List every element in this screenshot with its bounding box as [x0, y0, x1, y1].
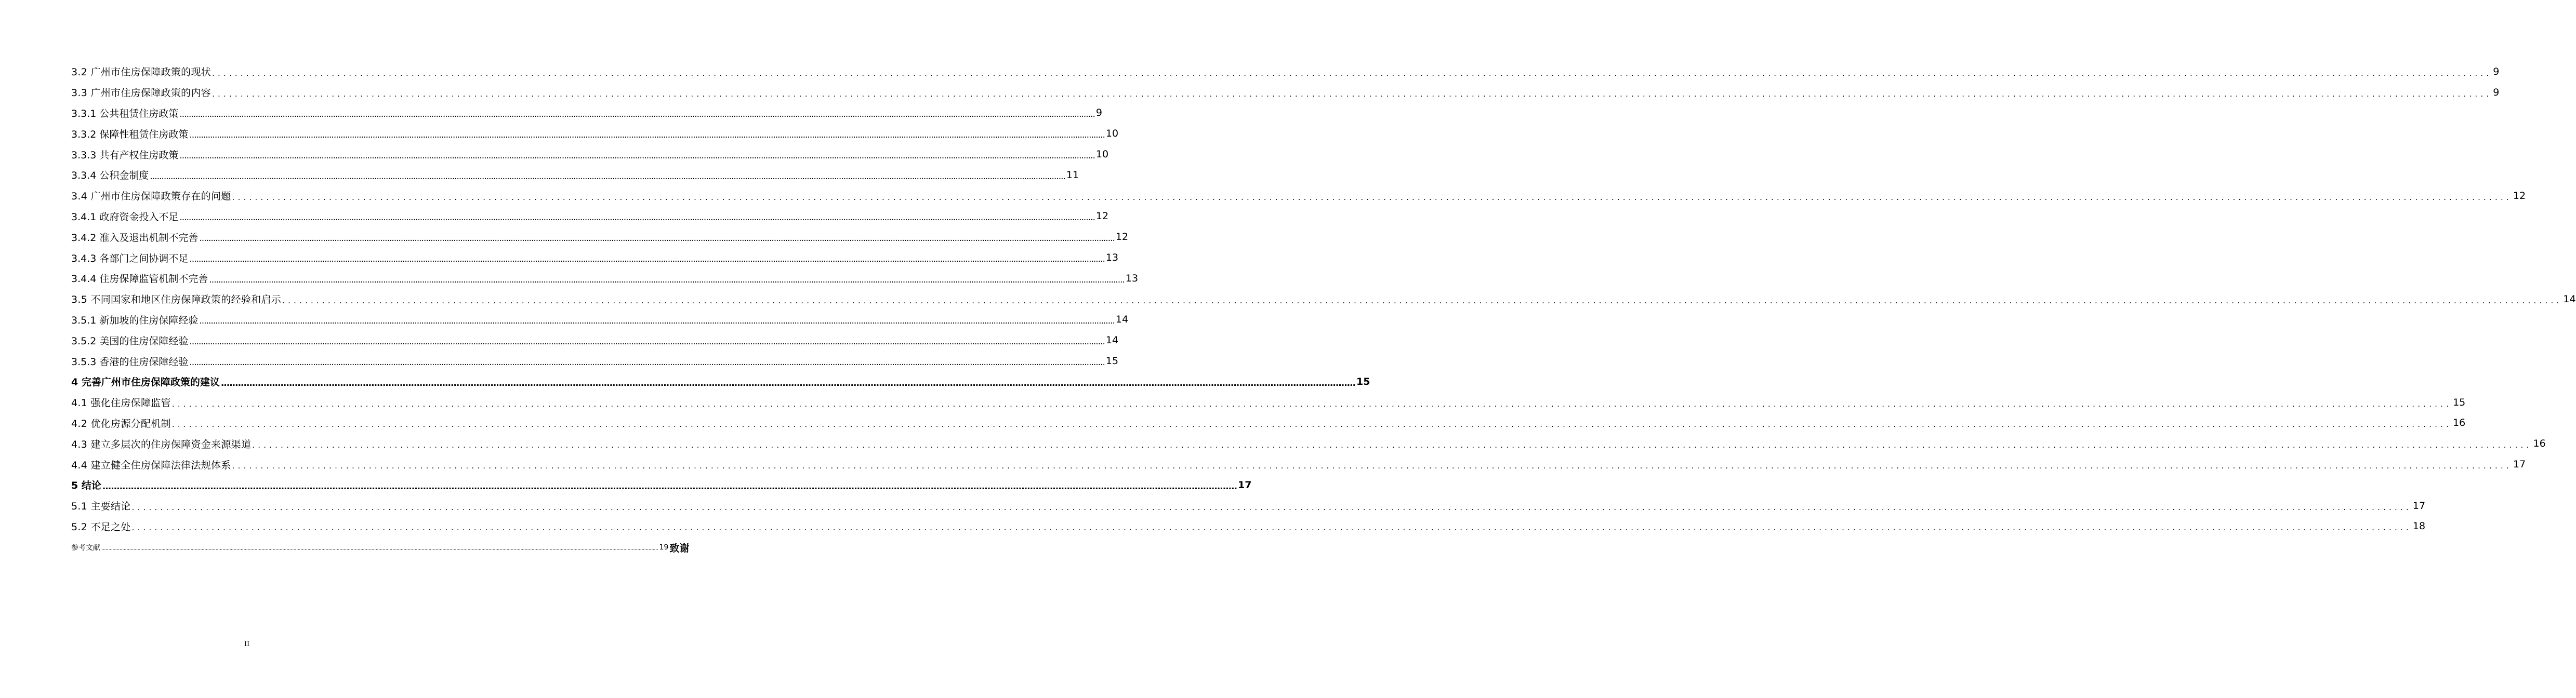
toc-dot-leader: ................................................................................................................................................................................................................................................................................................................................................................................................................: [131, 502, 2412, 512]
toc-entry-page: 9: [2493, 86, 2500, 98]
toc-dot-leader: ................................................................................................................................................................................................................................................................................................................................................................................................................: [252, 440, 2532, 450]
toc-dot-leader: ................................................................................................................................................................................................................................................................................................................................................................................................................: [179, 109, 1095, 120]
toc-entry[interactable]: [71, 61, 2500, 82]
toc-entry[interactable]: [71, 206, 1109, 227]
toc-dot-leader: ................................................................................................................................................................................................................................................................................................................................................................................................................: [282, 296, 2562, 305]
toc-entry[interactable]: [71, 516, 2426, 537]
toc-entry[interactable]: [71, 144, 1109, 165]
toc-entry-title: 3.3.2 保障性租赁住房政策: [71, 128, 189, 140]
toc-entry-title: 4 完善广州市住房保障政策的建议: [71, 377, 220, 388]
toc-entry-page: 17: [2412, 500, 2426, 512]
toc-entry-title: 3.3.3 共有产权住房政策: [71, 149, 179, 161]
toc-entry[interactable]: [71, 226, 1129, 247]
toc-entry-title: 5.1 主要结论: [71, 501, 131, 513]
toc-entry-page: 14: [1115, 314, 1129, 326]
toc-entry-title: 3.5.1 新加坡的住房保障经验: [71, 314, 199, 326]
toc-entry-title: 4.3 建立多层次的住房保障资金来源渠道: [71, 438, 252, 450]
toc-entry[interactable]: [71, 185, 2526, 206]
toc-dot-leader: ................................................................................................................................................................................................................................................................................................................................................................................................................: [199, 316, 1115, 327]
toc-dot-leader: ................................................................................................................................................................................................................................................................................................................................................................................................................: [189, 357, 1105, 368]
toc-entry[interactable]: [71, 371, 1370, 392]
toc-entry-page: 13: [1105, 252, 1119, 264]
toc-entry[interactable]: [71, 289, 2576, 310]
toc-entry-page: 15: [1356, 375, 1370, 387]
toc-dot-leader: ................................................................................................................................................................................................................................................................................................................................................................................................................: [171, 420, 2452, 429]
toc-entry-title: 3.4 广州市住房保障政策存在的问题: [71, 191, 231, 203]
toc-entry-title: 参考文献: [71, 544, 100, 553]
toc-entry-page: 9: [2493, 65, 2500, 77]
toc-entry-page: 19: [659, 543, 669, 552]
page-number: II: [244, 640, 250, 648]
toc-dot-leader: ................................................................................................................................................................................................................................................................................................................................................................................................................: [189, 337, 1105, 347]
toc-entry-title: 3.4.4 住房保障监管机制不完善: [71, 273, 208, 285]
toc-entry[interactable]: [71, 268, 1139, 289]
toc-entry-title: 4.1 强化住房保障监管: [71, 397, 171, 409]
toc-entry[interactable]: [71, 123, 1119, 144]
toc-dot-leader: ................................................................................................................................................................................................................................................................................................................................................................................................................: [102, 481, 1237, 492]
toc-entry-page: 10: [1105, 128, 1119, 140]
toc-entry-title: 3.3 广州市住房保障政策的内容: [71, 87, 212, 99]
toc-entry-page: 12: [1115, 231, 1129, 243]
toc-entry-title: 5 结论: [71, 480, 101, 492]
toc-entry-title: 3.5.2 美国的住房保障经验: [71, 335, 189, 347]
toc-entry[interactable]: [71, 310, 1129, 330]
toc-dot-leader: ................................................................................................................................................................................................................................................................................................................................................................................................................: [101, 545, 658, 552]
toc-entry-page: 14: [2563, 293, 2576, 305]
toc-entry[interactable]: [71, 351, 1119, 371]
toc-dot-leader: ................................................................................................................................................................................................................................................................................................................................................................................................................: [179, 212, 1095, 223]
toc-entry[interactable]: [71, 165, 1079, 185]
toc-entry-page: 12: [2513, 190, 2526, 202]
toc-entry[interactable]: [71, 330, 1119, 351]
toc-entry-title: 3.3.1 公共租赁住房政策: [71, 108, 179, 119]
toc-entry-title: 3.5 不同国家和地区住房保障政策的经验和启示: [71, 294, 282, 306]
toc-dot-leader: ................................................................................................................................................................................................................................................................................................................................................................................................................: [189, 254, 1105, 265]
toc-dot-leader: ................................................................................................................................................................................................................................................................................................................................................................................................................: [179, 151, 1095, 162]
toc-entry-page: 12: [1095, 210, 1109, 222]
toc-entry-title: 4.2 优化房源分配机制: [71, 418, 171, 429]
toc-dot-leader: ................................................................................................................................................................................................................................................................................................................................................................................................................: [171, 399, 2452, 409]
toc-entry-page: 9: [1095, 107, 1103, 119]
toc-entry-page: 14: [1105, 334, 1119, 346]
toc-entry-title: 3.2 广州市住房保障政策的现状: [71, 66, 212, 78]
toc-entry-page: 17: [1238, 479, 1252, 491]
toc-dot-leader: ................................................................................................................................................................................................................................................................................................................................................................................................................: [212, 68, 2492, 78]
toc-entry-title: 3.3.4 公积金制度: [71, 170, 149, 182]
toc-dot-leader: ................................................................................................................................................................................................................................................................................................................................................................................................................: [150, 171, 1065, 182]
toc-entry-page: 16: [2453, 417, 2466, 429]
toc-entry-title: 5.2 不足之处: [71, 521, 131, 533]
toc-entry[interactable]: [71, 475, 1252, 495]
toc-dot-leader: ................................................................................................................................................................................................................................................................................................................................................................................................................: [232, 461, 2512, 471]
toc-entry[interactable]: [71, 413, 2466, 434]
toc-entry-page: 15: [1105, 355, 1119, 367]
toc-entry-page: 16: [2533, 438, 2546, 450]
toc-entry[interactable]: [71, 82, 2500, 103]
toc-entry-page: 13: [1125, 272, 1139, 284]
toc-entry-page: 18: [2412, 520, 2426, 532]
toc-entry-page: 10: [1095, 149, 1109, 160]
toc-dot-leader: ................................................................................................................................................................................................................................................................................................................................................................................................................: [232, 192, 2512, 202]
toc-dot-leader: ................................................................................................................................................................................................................................................................................................................................................................................................................: [131, 523, 2412, 533]
toc-entry[interactable]: [71, 103, 1103, 124]
table-of-contents: [71, 61, 2576, 558]
toc-entry[interactable]: [71, 536, 690, 558]
toc-entry[interactable]: [71, 392, 2466, 413]
toc-dot-leader: ................................................................................................................................................................................................................................................................................................................................................................................................................: [199, 233, 1115, 244]
toc-dot-leader: ................................................................................................................................................................................................................................................................................................................................................................................................................: [189, 130, 1105, 141]
toc-entry-title: 3.4.2 准入及退出机制不完善: [71, 232, 199, 244]
toc-entry-page: 17: [2513, 459, 2526, 471]
toc-entry[interactable]: [71, 495, 2426, 516]
toc-dot-leader: ................................................................................................................................................................................................................................................................................................................................................................................................................: [209, 274, 1125, 285]
toc-entry-page: 15: [2453, 396, 2466, 408]
toc-entry-title: 4.4 建立健全住房保障法律法规体系: [71, 459, 231, 471]
toc-entry-acknowledgement: 致谢: [669, 542, 690, 554]
toc-entry[interactable]: [71, 433, 2546, 454]
toc-entry-title: 3.4.3 各部门之间协调不足: [71, 252, 189, 264]
toc-entry-title: 3.4.1 政府资金投入不足: [71, 211, 179, 223]
toc-entry[interactable]: [71, 454, 2526, 475]
toc-dot-leader: ................................................................................................................................................................................................................................................................................................................................................................................................................: [212, 89, 2492, 99]
toc-entry[interactable]: [71, 247, 1119, 268]
toc-entry-title: 3.5.3 香港的住房保障经验: [71, 356, 189, 368]
toc-entry-page: 11: [1066, 169, 1079, 181]
toc-dot-leader: ................................................................................................................................................................................................................................................................................................................................................................................................................: [220, 378, 1356, 388]
